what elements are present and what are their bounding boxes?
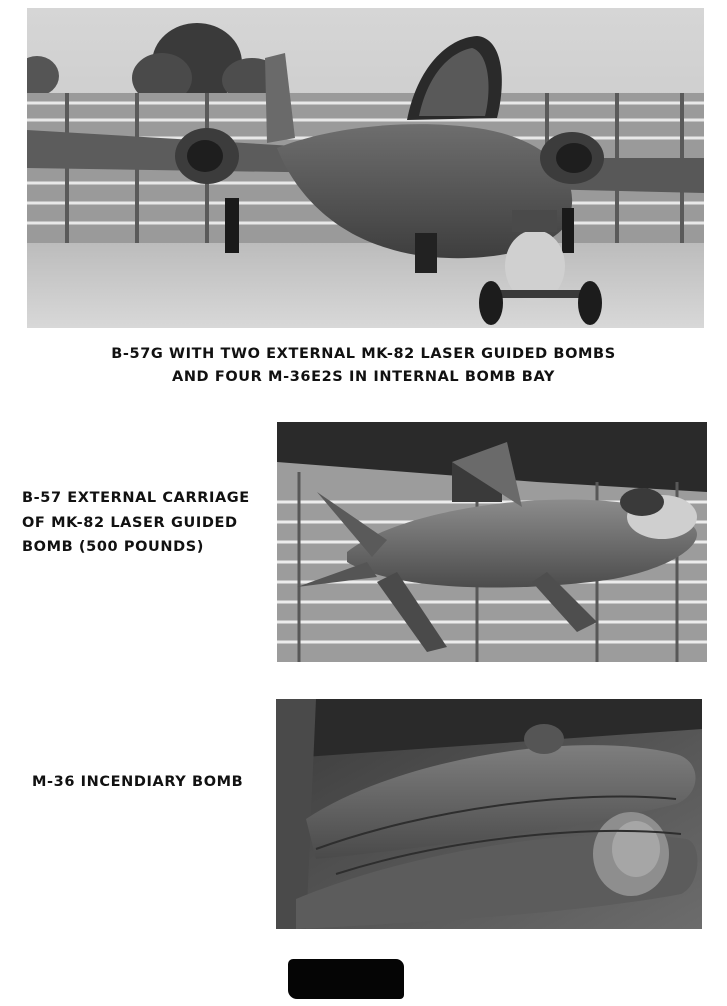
caption-line: OF MK-82 LASER GUIDED xyxy=(22,514,238,531)
caption-line: M-36 INCENDIARY BOMB xyxy=(32,774,244,790)
m36-incendiary-bomb-photo xyxy=(276,699,702,929)
caption-line: B-57G WITH TWO EXTERNAL MK-82 LASER GUIDED BOMBS xyxy=(111,346,616,362)
redaction-mark xyxy=(288,959,404,999)
b57g-aircraft-photo xyxy=(27,8,704,328)
mk82-bomb-photo xyxy=(277,422,707,662)
m36-bomb-caption xyxy=(32,771,272,794)
caption-line: AND FOUR M-36E2S IN INTERNAL BOMB BAY xyxy=(172,369,555,385)
caption-line: B-57 EXTERNAL CARRIAGE xyxy=(22,490,250,506)
mk82-bomb-caption xyxy=(22,486,272,560)
aircraft-photo-caption xyxy=(0,343,727,389)
caption-line: BOMB (500 POUNDS) xyxy=(22,539,205,555)
